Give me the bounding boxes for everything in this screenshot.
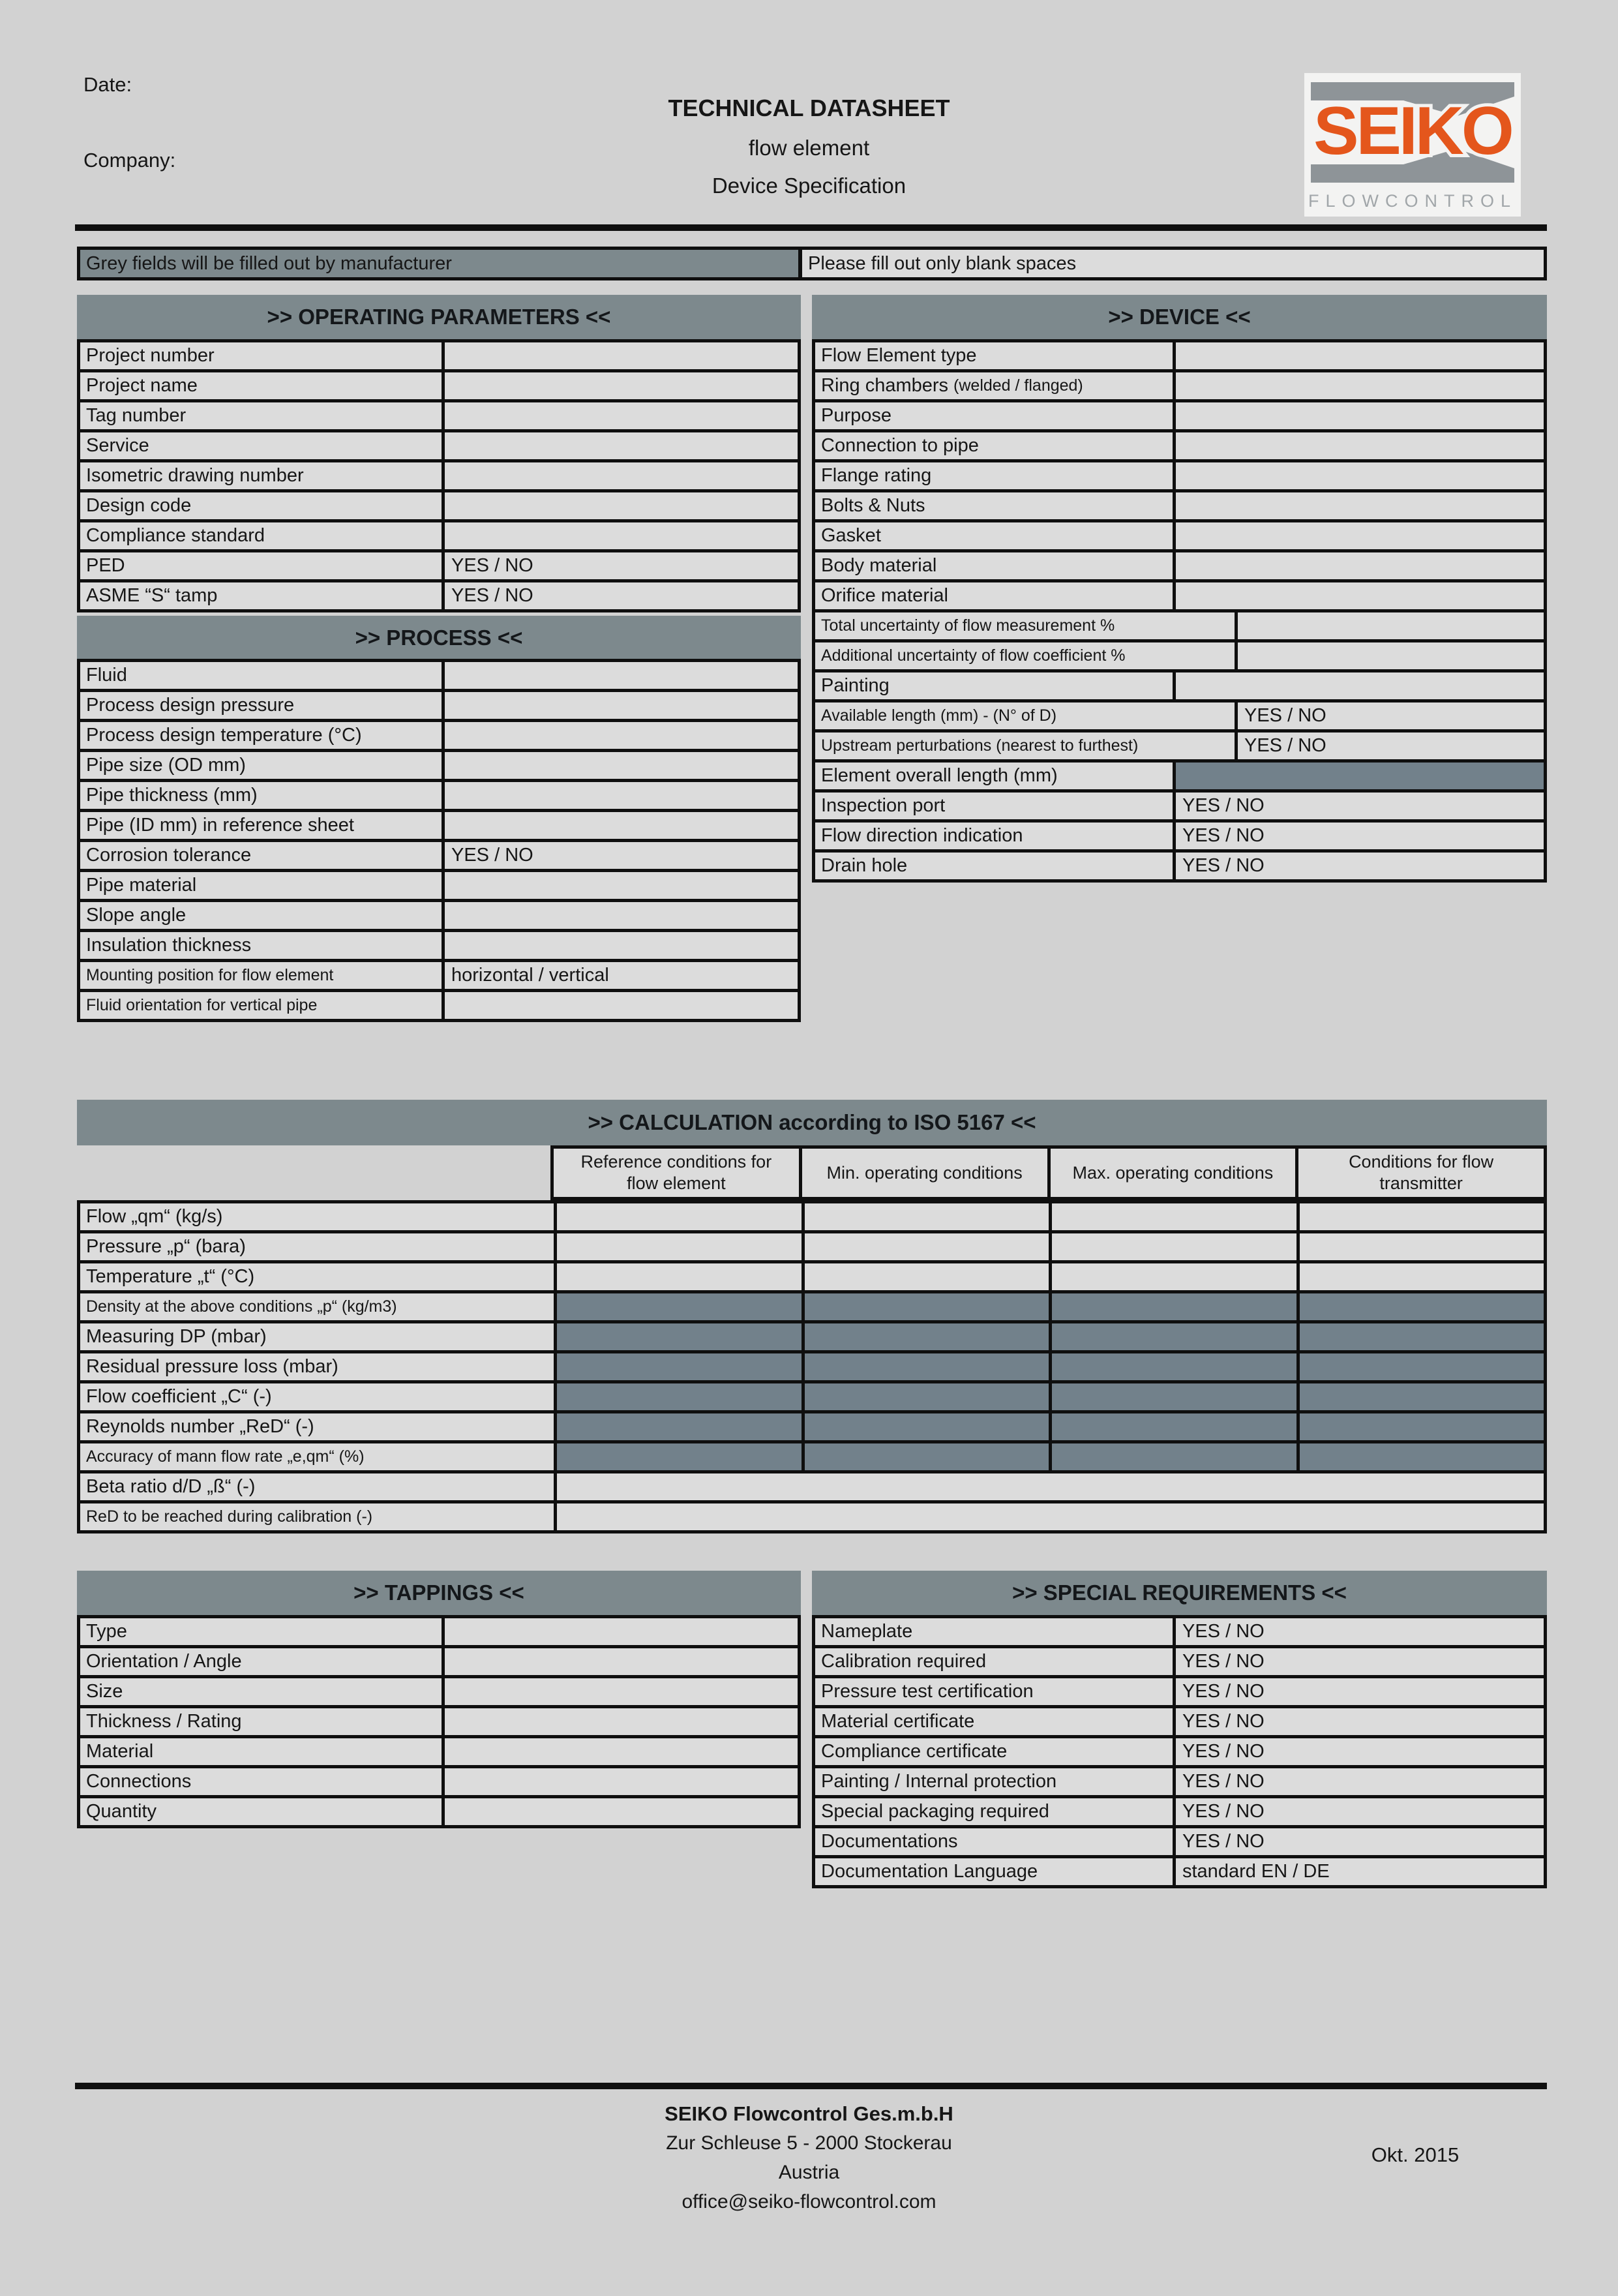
logo-wordmark: SEIKO <box>1313 93 1512 169</box>
field-label: Thickness / Rating <box>80 1708 445 1735</box>
legend-grey-note: Grey fields will be filled out by manufacturer <box>80 250 802 277</box>
device-header <box>812 295 1547 339</box>
calculation-header <box>77 1100 1547 1145</box>
field-label: Slope angle <box>80 902 445 929</box>
manufacturer-field <box>802 1413 1049 1440</box>
field-label: Fluid <box>80 662 445 689</box>
field-label: Fluid orientation for vertical pipe <box>80 992 445 1019</box>
input-field[interactable] <box>1176 462 1544 489</box>
input-field[interactable] <box>445 462 798 489</box>
choice-field[interactable]: YES / NO <box>1182 1741 1265 1762</box>
manufacturer-field <box>802 1383 1049 1410</box>
calc-row <box>80 1203 1544 1233</box>
input-field[interactable] <box>445 692 798 719</box>
choice-field[interactable]: YES / NO <box>1182 825 1265 846</box>
field-label: Flow Element type <box>815 342 1176 369</box>
table-row <box>80 372 798 402</box>
footer-date: Okt. 2015 <box>1371 2143 1460 2166</box>
calc-column-header: Conditions for flow transmitter <box>1295 1149 1544 1197</box>
field-label: Flow „qm“ (kg/s) <box>86 1206 223 1227</box>
input-field[interactable] <box>445 492 798 519</box>
footer-email: office@seiko-flowcontrol.com <box>682 2191 936 2213</box>
field-label: Process design pressure <box>80 692 445 719</box>
choice-field[interactable]: YES / NO <box>1182 1711 1265 1732</box>
input-field[interactable] <box>445 522 798 549</box>
table-row <box>815 612 1544 642</box>
table-row <box>815 672 1544 702</box>
field-label: Pressure „p“ (bara) <box>86 1236 246 1257</box>
field-label: Temperature „t“ (°C) <box>86 1266 255 1287</box>
manufacturer-field <box>1296 1443 1544 1470</box>
manufacturer-field <box>554 1413 802 1440</box>
input-field[interactable] <box>1049 1263 1296 1290</box>
input-field[interactable] <box>554 1263 802 1290</box>
field-label: Measuring DP (mbar) <box>86 1326 267 1347</box>
header-divider <box>75 224 1547 231</box>
table-row <box>80 692 798 722</box>
input-field[interactable] <box>445 902 798 929</box>
choice-field[interactable]: YES / NO <box>1182 855 1265 876</box>
calc-row <box>80 1443 1544 1473</box>
choice-field[interactable]: YES / NO <box>1182 1681 1265 1702</box>
manufacturer-field <box>1049 1293 1296 1320</box>
input-field[interactable] <box>554 1233 802 1260</box>
manufacturer-field <box>802 1443 1049 1470</box>
process-title: >> PROCESS << <box>355 626 523 650</box>
operating-parameters-table <box>77 339 801 612</box>
input-field[interactable] <box>445 662 798 689</box>
table-row <box>815 1798 1544 1828</box>
calc-row <box>80 1293 1544 1323</box>
calc-row <box>80 1233 1544 1263</box>
manufacturer-field <box>554 1443 802 1470</box>
field-label: Available length (mm) - (N° of D) <box>815 702 1238 729</box>
process-table <box>77 659 801 1022</box>
input-field[interactable] <box>1176 342 1544 369</box>
table-row <box>815 522 1544 552</box>
input-field[interactable] <box>445 1798 798 1825</box>
manufacturer-field <box>1176 763 1544 789</box>
special-requirements-title: >> SPECIAL REQUIREMENTS << <box>1012 1580 1347 1605</box>
field-label: Isometric drawing number <box>80 462 445 489</box>
input-field[interactable] <box>554 1503 1544 1530</box>
table-row <box>815 853 1544 879</box>
table-row <box>80 1648 798 1678</box>
choice-field[interactable]: YES / NO <box>451 845 533 866</box>
table-row <box>80 492 798 522</box>
field-label: Project name <box>80 372 445 399</box>
manufacturer-field <box>802 1353 1049 1380</box>
field-label: Orifice material <box>815 582 1176 609</box>
manufacturer-field <box>1296 1323 1544 1350</box>
choice-field[interactable]: YES / NO <box>451 555 533 576</box>
table-row <box>815 372 1544 402</box>
table-row <box>815 342 1544 372</box>
table-row <box>815 582 1544 612</box>
input-field[interactable] <box>1176 492 1544 519</box>
table-row <box>80 872 798 902</box>
page-title: TECHNICAL DATASHEET <box>668 95 950 121</box>
field-label: Pressure test certification <box>815 1678 1176 1705</box>
input-field[interactable] <box>1176 402 1544 429</box>
footer-address: Zur Schleuse 5 - 2000 Stockerau <box>666 2132 952 2154</box>
field-label: Connections <box>80 1768 445 1795</box>
footer-divider <box>75 2083 1547 2089</box>
field-label: Pipe size (OD mm) <box>80 752 445 779</box>
table-row <box>815 1678 1544 1708</box>
table-row <box>815 642 1544 672</box>
process-header <box>77 616 801 660</box>
field-label: Density at the above conditions „p“ (kg/m3) <box>86 1297 397 1316</box>
tappings-title: >> TAPPINGS << <box>353 1580 524 1605</box>
table-row <box>80 662 798 692</box>
table-row <box>815 702 1544 733</box>
field-label: Painting / Internal protection <box>815 1768 1176 1795</box>
calc-row <box>80 1503 1544 1530</box>
input-field[interactable] <box>802 1203 1049 1230</box>
field-label: Total uncertainty of flow measurement % <box>815 612 1238 639</box>
special-requirements-header <box>812 1571 1547 1615</box>
operating-parameters-header <box>77 295 801 339</box>
input-field[interactable] <box>1238 612 1544 639</box>
table-row <box>80 342 798 372</box>
manufacturer-field <box>1296 1293 1544 1320</box>
input-field[interactable] <box>1049 1203 1296 1230</box>
input-field[interactable] <box>1049 1233 1296 1260</box>
calculation-title: >> CALCULATION according to ISO 5167 << <box>588 1110 1036 1134</box>
field-label: Documentations <box>815 1828 1176 1855</box>
table-row <box>815 402 1544 432</box>
table-row <box>80 722 798 752</box>
table-row <box>80 1618 798 1648</box>
field-label: Pipe (ID mm) in reference sheet <box>80 812 445 839</box>
field-label: Accuracy of mann flow rate „e,qm“ (%) <box>86 1447 365 1466</box>
field-label: Reynolds number „ReD“ (-) <box>86 1416 314 1437</box>
table-row <box>80 992 798 1019</box>
date-label: Date: <box>83 73 132 96</box>
special-requirements-table <box>812 1615 1547 1888</box>
field-label: Compliance standard <box>80 522 445 549</box>
table-row <box>815 823 1544 853</box>
table-row <box>80 402 798 432</box>
company-logo <box>1304 73 1521 217</box>
footer-country: Austria <box>778 2162 840 2183</box>
table-row <box>80 752 798 782</box>
field-label: Corrosion tolerance <box>80 842 445 869</box>
choice-field[interactable]: YES / NO <box>1182 1651 1265 1672</box>
manufacturer-field <box>1049 1353 1296 1380</box>
manufacturer-field <box>1049 1323 1296 1350</box>
manufacturer-field <box>1296 1353 1544 1380</box>
tappings-header <box>77 1571 801 1615</box>
calc-row <box>80 1263 1544 1293</box>
field-label: Compliance certificate <box>815 1738 1176 1765</box>
field-label: Pipe material <box>80 872 445 899</box>
field-label: Pipe thickness (mm) <box>80 782 445 809</box>
field-label: Special packaging required <box>815 1798 1176 1825</box>
table-row <box>815 733 1544 763</box>
input-field[interactable] <box>445 1708 798 1735</box>
table-row <box>80 1768 798 1798</box>
field-label: Service <box>80 432 445 459</box>
field-label: Additional uncertainty of flow coefficient % <box>815 642 1238 669</box>
input-field[interactable] <box>554 1473 1544 1500</box>
input-field[interactable] <box>445 782 798 809</box>
field-label: Element overall length (mm) <box>815 763 1176 789</box>
input-field[interactable] <box>445 1618 798 1645</box>
field-label: Design code <box>80 492 445 519</box>
input-field[interactable] <box>1296 1203 1544 1230</box>
manufacturer-field <box>802 1293 1049 1320</box>
input-field[interactable] <box>1296 1263 1544 1290</box>
operating-parameters-title: >> OPERATING PARAMETERS << <box>267 305 611 329</box>
calc-header-spacer <box>77 1145 550 1200</box>
field-label: Beta ratio d/D „ß“ (-) <box>86 1476 256 1497</box>
device-title: >> DEVICE << <box>1108 305 1251 329</box>
table-row <box>80 1708 798 1738</box>
legend-blank-note: Please fill out only blank spaces <box>808 252 1077 274</box>
input-field[interactable] <box>1176 522 1544 549</box>
field-label: Nameplate <box>815 1618 1176 1645</box>
table-row <box>815 793 1544 823</box>
calc-column-header: Min. operating conditions <box>799 1149 1047 1197</box>
table-row <box>80 1678 798 1708</box>
input-field[interactable] <box>445 432 798 459</box>
table-row <box>815 1618 1544 1648</box>
input-field[interactable] <box>1176 672 1544 699</box>
device-table <box>812 339 1547 883</box>
field-label: Process design temperature (°C) <box>80 722 445 749</box>
page-subtitle-2: Device Specification <box>712 174 906 198</box>
field-label: Documentation Language <box>815 1858 1176 1885</box>
table-row <box>80 962 798 992</box>
field-label: PED <box>80 552 445 579</box>
field-label: Gasket <box>815 522 1176 549</box>
table-row <box>815 492 1544 522</box>
table-row <box>80 932 798 962</box>
input-field[interactable] <box>445 342 798 369</box>
field-label: Bolts & Nuts <box>815 492 1176 519</box>
input-field[interactable] <box>445 1768 798 1795</box>
field-label: Orientation / Angle <box>80 1648 445 1675</box>
legend-row <box>77 247 1547 280</box>
manufacturer-field <box>1049 1443 1296 1470</box>
field-label: Quantity <box>80 1798 445 1825</box>
field-label: Flange rating <box>815 462 1176 489</box>
table-row <box>815 1738 1544 1768</box>
field-label: Project number <box>80 342 445 369</box>
choice-field[interactable]: YES / NO <box>1182 1621 1265 1642</box>
field-label: Type <box>80 1618 445 1645</box>
table-row <box>80 902 798 932</box>
input-field[interactable] <box>1176 432 1544 459</box>
field-label: Upstream perturbations (nearest to furthest) <box>815 733 1238 759</box>
table-row <box>815 1648 1544 1678</box>
input-field[interactable] <box>1176 582 1544 609</box>
input-field[interactable] <box>445 752 798 779</box>
field-label: Inspection port <box>815 793 1176 819</box>
table-row <box>815 1828 1544 1858</box>
choice-field[interactable]: YES / NO <box>451 585 533 606</box>
table-row <box>815 763 1544 793</box>
input-field[interactable] <box>445 372 798 399</box>
input-field[interactable] <box>1238 642 1544 669</box>
calc-row <box>80 1323 1544 1353</box>
calc-row <box>80 1383 1544 1413</box>
table-row <box>80 842 798 872</box>
input-field[interactable] <box>802 1233 1049 1260</box>
footer-company: SEIKO Flowcontrol Ges.m.b.H <box>665 2102 953 2125</box>
page-subtitle-1: flow element <box>748 136 870 160</box>
input-field[interactable] <box>445 722 798 749</box>
field-label: Insulation thickness <box>80 932 445 959</box>
manufacturer-field <box>554 1383 802 1410</box>
table-row <box>815 1768 1544 1798</box>
choice-field[interactable]: YES / NO <box>1182 795 1265 816</box>
calc-row <box>80 1353 1544 1383</box>
input-field[interactable] <box>445 812 798 839</box>
field-label: Painting <box>815 672 1176 699</box>
table-row <box>80 522 798 552</box>
field-label: Ring chambers (welded / flanged) <box>815 372 1176 399</box>
field-label: Size <box>80 1678 445 1705</box>
calc-row <box>80 1473 1544 1503</box>
field-label: ReD to be reached during calibration (-) <box>86 1507 373 1526</box>
calculation-table <box>77 1200 1547 1533</box>
field-label: Mounting position for flow element <box>80 962 445 989</box>
field-label: Tag number <box>80 402 445 429</box>
input-field[interactable] <box>445 1648 798 1675</box>
table-row <box>80 782 798 812</box>
input-field[interactable] <box>802 1263 1049 1290</box>
table-row <box>80 432 798 462</box>
manufacturer-field <box>1296 1413 1544 1440</box>
table-row <box>815 1858 1544 1885</box>
table-row <box>80 1738 798 1768</box>
input-field[interactable] <box>445 402 798 429</box>
manufacturer-field <box>554 1323 802 1350</box>
field-label: Connection to pipe <box>815 432 1176 459</box>
table-row <box>80 1798 798 1825</box>
field-label: Purpose <box>815 402 1176 429</box>
input-field[interactable] <box>445 872 798 899</box>
calc-column-header: Max. operating conditions <box>1047 1149 1296 1197</box>
table-row <box>815 1708 1544 1738</box>
tappings-table <box>77 1615 801 1828</box>
input-field[interactable] <box>1296 1233 1544 1260</box>
choice-field[interactable]: horizontal / vertical <box>451 965 609 986</box>
field-label: Drain hole <box>815 853 1176 879</box>
manufacturer-field <box>1049 1413 1296 1440</box>
table-row <box>80 462 798 492</box>
choice-field[interactable]: YES / NO <box>1244 735 1326 756</box>
table-row <box>815 432 1544 462</box>
choice-field[interactable]: YES / NO <box>1182 1771 1265 1792</box>
input-field[interactable] <box>445 1678 798 1705</box>
venturi-logo-icon <box>1304 73 1521 192</box>
input-field[interactable] <box>1176 552 1544 579</box>
table-row <box>80 582 798 609</box>
manufacturer-field <box>554 1293 802 1320</box>
calc-row <box>80 1413 1544 1443</box>
choice-field[interactable]: standard EN / DE <box>1182 1861 1330 1882</box>
logo-flowcontrol-text: FLOWCONTROL <box>1308 191 1517 211</box>
input-field[interactable] <box>445 932 798 959</box>
manufacturer-field <box>1296 1383 1544 1410</box>
field-label: Calibration required <box>815 1648 1176 1675</box>
input-field[interactable] <box>445 992 798 1019</box>
choice-field[interactable]: YES / NO <box>1182 1801 1265 1822</box>
table-row <box>815 552 1544 582</box>
field-label: Flow direction indication <box>815 823 1176 849</box>
manufacturer-field <box>802 1323 1049 1350</box>
field-label: Body material <box>815 552 1176 579</box>
table-row <box>815 462 1544 492</box>
input-field[interactable] <box>445 1738 798 1765</box>
field-label: Material certificate <box>815 1708 1176 1735</box>
input-field[interactable] <box>1176 372 1544 399</box>
choice-field[interactable]: YES / NO <box>1244 705 1326 726</box>
company-label: Company: <box>83 149 176 172</box>
field-label: Material <box>80 1738 445 1765</box>
field-label-note: (welded / flanged) <box>953 376 1083 395</box>
table-row <box>80 812 798 842</box>
calc-column-header: Reference conditions for flow element <box>580 1152 772 1193</box>
calc-header-cells <box>550 1145 1547 1200</box>
manufacturer-field <box>554 1353 802 1380</box>
field-label: ASME “S“ tamp <box>80 582 445 609</box>
manufacturer-field <box>1049 1383 1296 1410</box>
field-label: Flow coefficient „C“ (-) <box>86 1386 272 1407</box>
field-label: Residual pressure loss (mbar) <box>86 1356 338 1377</box>
calculation-column-headers <box>77 1145 1547 1200</box>
table-row <box>80 552 798 582</box>
choice-field[interactable]: YES / NO <box>1182 1831 1265 1852</box>
input-field[interactable] <box>554 1203 802 1230</box>
